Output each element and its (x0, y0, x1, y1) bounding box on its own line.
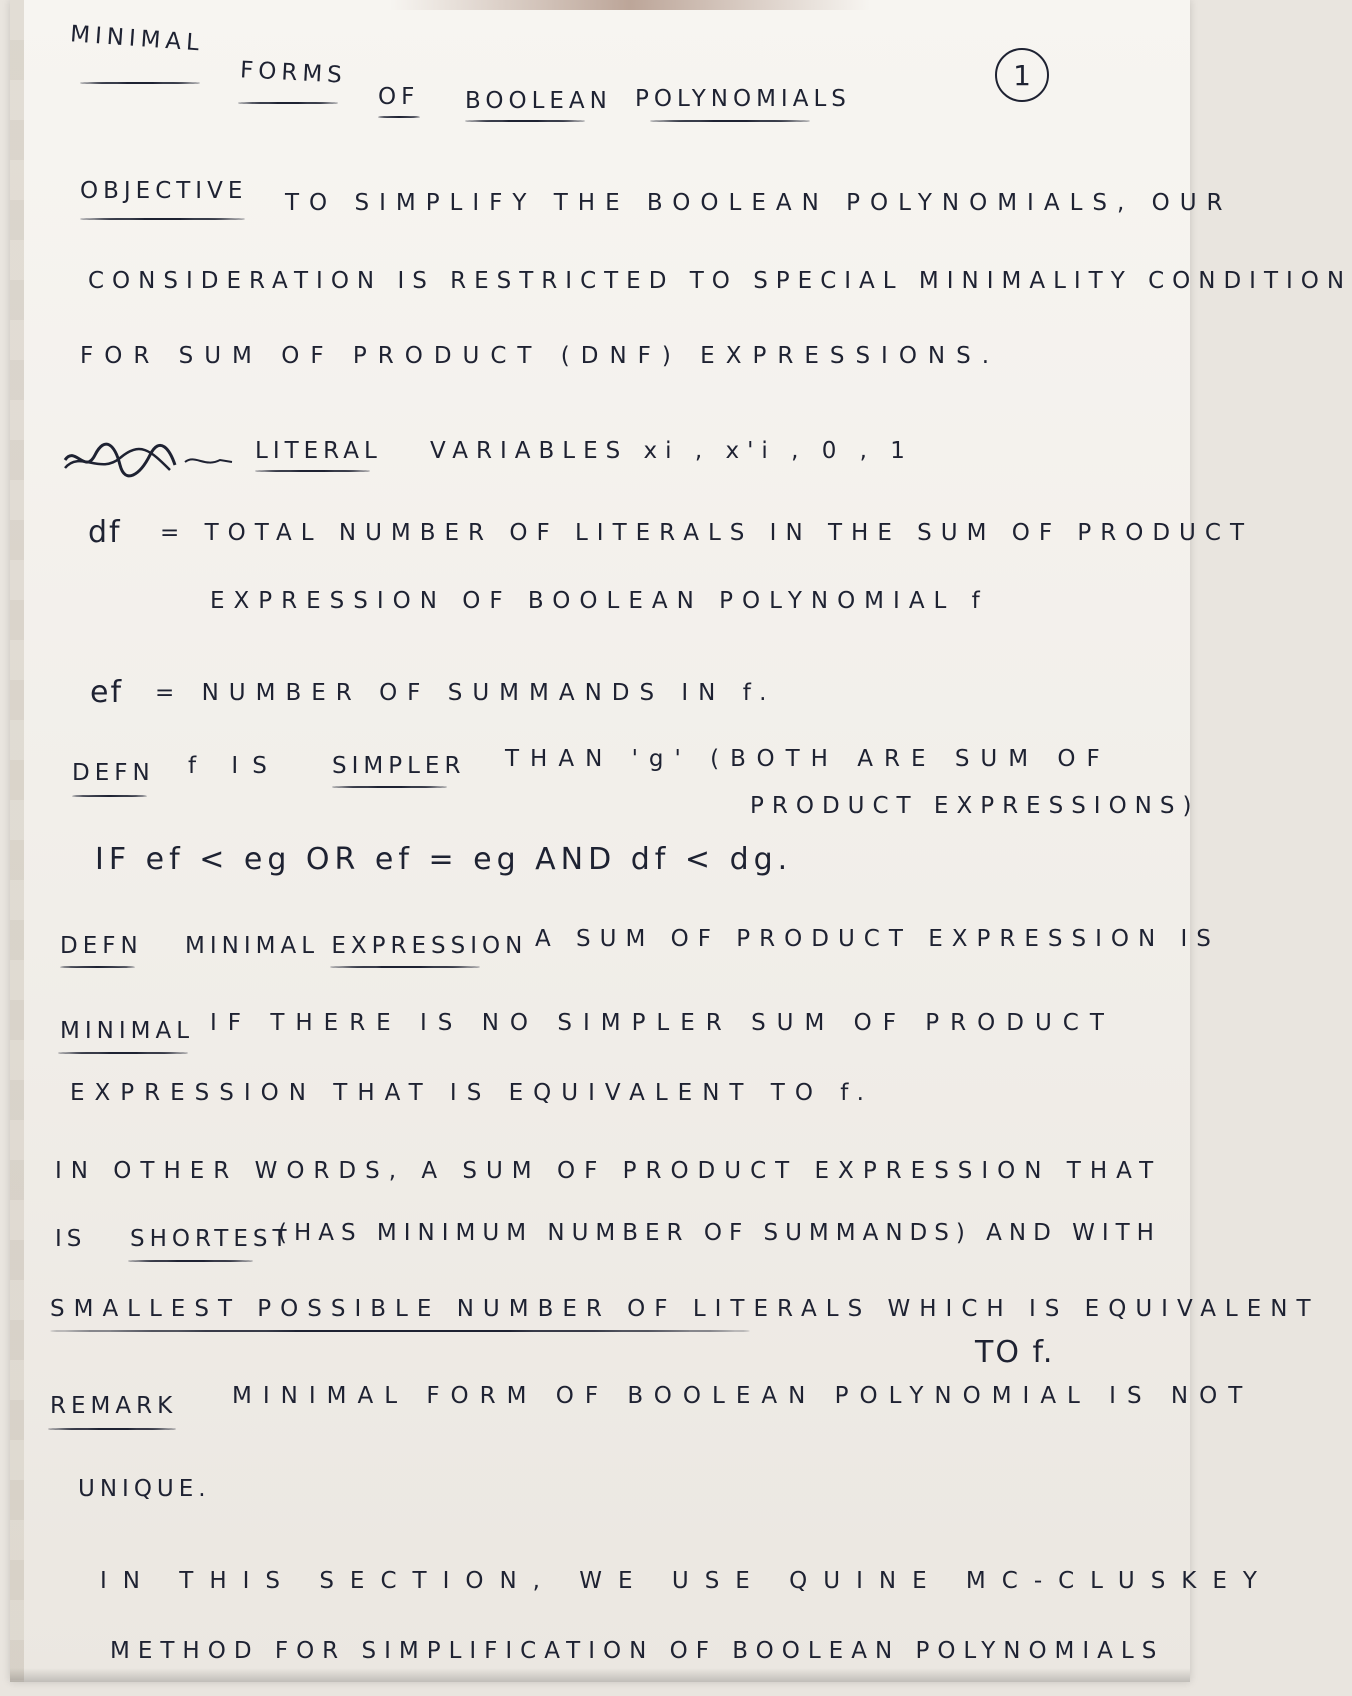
title-underline-3 (378, 116, 420, 118)
page-number-circle (995, 48, 1049, 102)
title-underline-1 (80, 82, 200, 84)
other-words-line-2b: (HAS MINIMUM NUMBER OF SUMMANDS) AND WITH (278, 1220, 1161, 1246)
objective-line-1: TO SIMPLIFY THE BOOLEAN POLYNOMIALS, OUR (285, 190, 1233, 216)
defn-1-underline (72, 795, 147, 797)
section-line-2: METHOD FOR SIMPLIFICATION OF BOOLEAN POLYNOMIALS (110, 1638, 1165, 1664)
minimal-underline (58, 1052, 188, 1054)
title-word-minimal: MINIMAL (69, 21, 205, 57)
remark-line-1: MINIMAL FORM OF BOOLEAN POLYNOMIAL IS NOT (232, 1383, 1254, 1409)
page-number: 1 (1013, 58, 1031, 92)
title-word-forms: FORMS (239, 57, 348, 89)
title-word-boolean: BOOLEAN (465, 88, 612, 114)
defn-1-simpler: SIMPLER (332, 753, 466, 779)
other-words-line-4: TO f. (975, 1335, 1055, 1370)
literal-definition: VARIABLES xi , x'i , 0 , 1 (430, 438, 913, 464)
other-words-line-2a: IS (55, 1226, 87, 1252)
shortest-underline (128, 1260, 253, 1262)
literal-underline (255, 470, 370, 472)
defn-2-line-2: IF THERE IS NO SIMPLER SUM OF PRODUCT (210, 1010, 1115, 1036)
defn-2-line-1: A SUM OF PRODUCT EXPRESSION IS (535, 926, 1220, 952)
other-words-shortest: SHORTEST (130, 1226, 292, 1252)
notebook-page (10, 0, 1352, 1682)
literal-label: LITERAL (255, 438, 382, 464)
title-word-polynomials: POLYNOMIALS (635, 86, 851, 112)
defn-2-minimal-expression: MINIMAL EXPRESSION (185, 933, 528, 959)
d-f-definition-line-2: EXPRESSION OF BOOLEAN POLYNOMIAL f (210, 588, 989, 614)
d-f-symbol: df (88, 515, 122, 550)
defn-1-condition: IF ef < eg OR ef = eg AND df < dg. (95, 842, 793, 877)
remark-label: REMARK (50, 1393, 178, 1419)
smallest-possible-underline (50, 1330, 750, 1332)
defn-2-minimal: MINIMAL (60, 1018, 195, 1044)
objective-underline (80, 218, 245, 220)
other-words-line-3: SMALLEST POSSIBLE NUMBER OF LITERALS WHICH IS EQUIVALENT (50, 1296, 1320, 1322)
e-f-definition: = NUMBER OF SUMMANDS IN f. (155, 680, 777, 706)
title-underline-4 (465, 120, 585, 122)
remark-underline (48, 1428, 176, 1430)
defn-2-underline (60, 966, 135, 968)
title-word-of: OF (378, 84, 420, 110)
minimal-expression-underline (330, 966, 480, 968)
defn-2-label: DEFN (60, 933, 143, 959)
objective-line-3: FOR SUM OF PRODUCT (DNF) EXPRESSIONS. (80, 343, 1001, 369)
defn-1-line-2: PRODUCT EXPRESSIONS) (750, 793, 1200, 819)
simpler-underline (332, 786, 447, 788)
page-bottom-shadow (10, 1668, 1190, 1682)
e-f-symbol: ef (90, 675, 124, 710)
section-line-1: IN THIS SECTION, WE USE QUINE MC-CLUSKEY (100, 1568, 1273, 1594)
other-words-line-1: IN OTHER WORDS, A SUM OF PRODUCT EXPRESSION THAT (55, 1158, 1163, 1184)
defn-1-line-1b: THAN 'g' (BOTH ARE SUM OF (505, 746, 1111, 772)
d-f-definition-line-1: = TOTAL NUMBER OF LITERALS IN THE SUM OF PRODUCT (160, 520, 1254, 546)
defn-2-line-3: EXPRESSION THAT IS EQUIVALENT TO f. (70, 1080, 874, 1106)
objective-label: OBJECTIVE (80, 178, 248, 204)
crossed-out-scribble (60, 440, 240, 480)
objective-line-2: CONSIDERATION IS RESTRICTED TO SPECIAL MINIMALITY CONDITION (88, 268, 1352, 294)
page-top-shadow (390, 0, 870, 10)
remark-line-2: UNIQUE. (78, 1476, 211, 1502)
defn-1-line-1a: f IS (188, 753, 281, 779)
title-underline-2 (238, 102, 338, 104)
defn-1-label: DEFN (72, 760, 155, 786)
title-underline-5 (650, 120, 810, 122)
page-binding-edge (10, 0, 24, 1682)
